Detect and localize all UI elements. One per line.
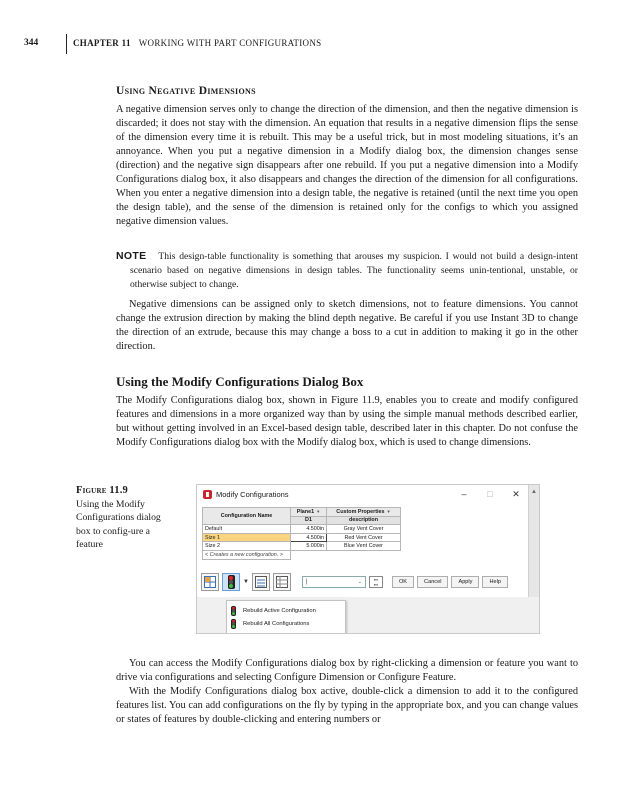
save-table-view-icon[interactable]: ▪▪▪ ▪▪▪	[369, 576, 383, 588]
figure-caption	[76, 484, 176, 552]
page-number: 344	[24, 38, 39, 48]
note-label: NOTE	[116, 250, 147, 262]
dialog-toolbar	[201, 573, 508, 591]
table-row[interactable]	[203, 525, 401, 534]
chevron-up-icon: ▲	[531, 489, 537, 495]
paragraph-modify-configurations: The Modify Configurations dialog box, shown in Figure 11.9, enables you to create and modify configured features and dimensions in a more organized way than by using the simple manual methods described earlier, but without getting involved in an Excel-based design table, described later in this chapter. Do not confuse the Modify Configurations dialog box with the Modify dialog box, which is used to change dimensions.	[116, 395, 578, 448]
row-value[interactable]: 5.000in	[291, 542, 327, 551]
row-value[interactable]: 4.500in	[291, 533, 327, 542]
settings-view-button[interactable]	[273, 573, 291, 591]
figure-label: Figure 11.9	[76, 485, 128, 496]
paragraph-access-dialog: You can access the Modify Configurations dialog box by right-clicking a dimension or feature you want to drive via configurations and selecting Configure Dimension or Configure Feature.	[116, 658, 578, 683]
header-rule	[66, 34, 67, 54]
row-name[interactable]: Size 2	[203, 542, 291, 551]
traffic-light-icon	[231, 606, 236, 616]
paragraph-negative-dimensions: A negative dimension serves only to change the direction of the dimension, and then the negative dimension is discarded; it does not stay with the dimension. An equation that results in a negative dimension flips the sense of the dimension every time it is rebuilt. This may be a useful trick, but in most modeling situations, it’s an annoyance. When you put a negative dimension in a Modify dialog box, the dimension changes sense (direction) and the negative sign disappears after one rebuild. If you put a negative dimension into a Modify Configurations dialog box, it also disappears and changes the direction of the dimension for all configurations. When you enter a negative dimension into a design table, the negative is retained (until the next time you open the design table), and the sense of the dimension is retained only for the configs to which you assigned negative dimension values.	[116, 104, 578, 227]
maximize-button[interactable]: □	[487, 488, 493, 499]
list-view-button[interactable]	[252, 573, 270, 591]
rebuild-dropdown-menu	[226, 600, 346, 634]
chapter-label: CHAPTER 11	[73, 38, 131, 48]
table-icon	[204, 576, 216, 588]
header-custom-properties[interactable]	[327, 508, 401, 517]
figure-screenshot	[196, 484, 540, 634]
rebuild-button[interactable]	[222, 573, 240, 591]
section-heading-modify-configurations: Using the Modify Configurations Dialog Box	[116, 374, 364, 389]
dialog-title: Modify Configurations	[216, 489, 289, 499]
cancel-button[interactable]: Cancel	[417, 576, 448, 588]
dialog-titlebar	[197, 485, 529, 503]
table-row[interactable]	[203, 542, 401, 551]
row-value[interactable]: 4.500in	[291, 525, 327, 534]
menu-item-rebuild-active[interactable]	[227, 604, 345, 617]
running-head	[24, 34, 321, 54]
chevron-down-icon[interactable]: ▼	[243, 579, 249, 585]
list-icon	[255, 576, 267, 588]
configuration-table	[202, 507, 401, 560]
header-custom-label: Custom Properties	[336, 508, 385, 515]
chapter-title: WORKING WITH PART CONFIGURATIONS	[138, 38, 322, 48]
chevron-down-icon: ⌄	[357, 579, 362, 585]
traffic-light-icon	[231, 619, 236, 629]
app-icon	[203, 490, 212, 499]
window-controls	[451, 489, 529, 500]
header-plane-label: Plane1	[296, 508, 315, 515]
background-scrollbar	[528, 485, 539, 597]
minimize-button[interactable]: –	[461, 488, 467, 499]
figure-caption-text: Using the Modify Configurations dialog box to config-ure a feature	[76, 498, 161, 550]
modify-configurations-window	[197, 485, 530, 597]
menu-item-rebuild-all[interactable]	[227, 617, 345, 630]
header-d1: D1	[291, 516, 327, 525]
header-description: description	[327, 516, 401, 525]
chevron-down-icon: ▼	[316, 508, 321, 514]
chevron-down-icon: ▼	[386, 508, 391, 514]
apply-button[interactable]: Apply	[451, 576, 479, 588]
grid-icon	[276, 576, 288, 588]
close-button[interactable]: ✕	[512, 488, 520, 499]
view-combo[interactable]: | ⌄	[302, 576, 366, 588]
ok-button[interactable]: OK	[392, 576, 414, 588]
header-configuration-name: Configuration Name	[203, 508, 291, 525]
row-description[interactable]: Red Vent Cover	[327, 533, 401, 542]
row-description[interactable]: Gray Vent Cover	[327, 525, 401, 534]
row-name[interactable]: Size 1	[203, 533, 291, 542]
help-button[interactable]: Help	[482, 576, 508, 588]
table-row[interactable]	[203, 533, 401, 542]
table-view-button[interactable]	[201, 573, 219, 591]
paragraph-sketch-dimensions: Negative dimensions can be assigned only to sketch dimensions, not to feature dimensions. You cannot change the extrusion direction by making the blind depth negative. Be careful if you use Instant 3D to change the direction of an extrude, because this may change a boss to a cut in addition to making it go in the other direction.	[116, 299, 578, 352]
header-plane[interactable]	[291, 508, 327, 517]
note-block	[116, 249, 578, 292]
row-description[interactable]: Blue Vent Cover	[327, 542, 401, 551]
menu-item-label: Rebuild Active Configuration	[243, 607, 316, 614]
note-text: This design-table functionality is something that arouses my suspicion. I would not build a design-intent scenario based on negative dimensions in design tables. The functionality seems unin-tentional, unstable, or otherwise subject to change.	[130, 251, 578, 290]
row-name[interactable]: Default	[203, 525, 291, 534]
section-heading-negative-dimensions: Using Negative Dimensions	[116, 85, 256, 97]
menu-item-label: Rebuild All Configurations	[243, 620, 310, 627]
traffic-light-icon	[228, 575, 235, 589]
new-configuration-row[interactable]: < Creates a new configuration. >	[203, 550, 291, 559]
paragraph-dialog-active: With the Modify Configurations dialog box active, double-click a dimension to add it to the configured features list. You can add configurations on the fly by typing in the appropriate box, and you can change values or states of features by double-clicking and entering numbers or	[116, 686, 578, 725]
